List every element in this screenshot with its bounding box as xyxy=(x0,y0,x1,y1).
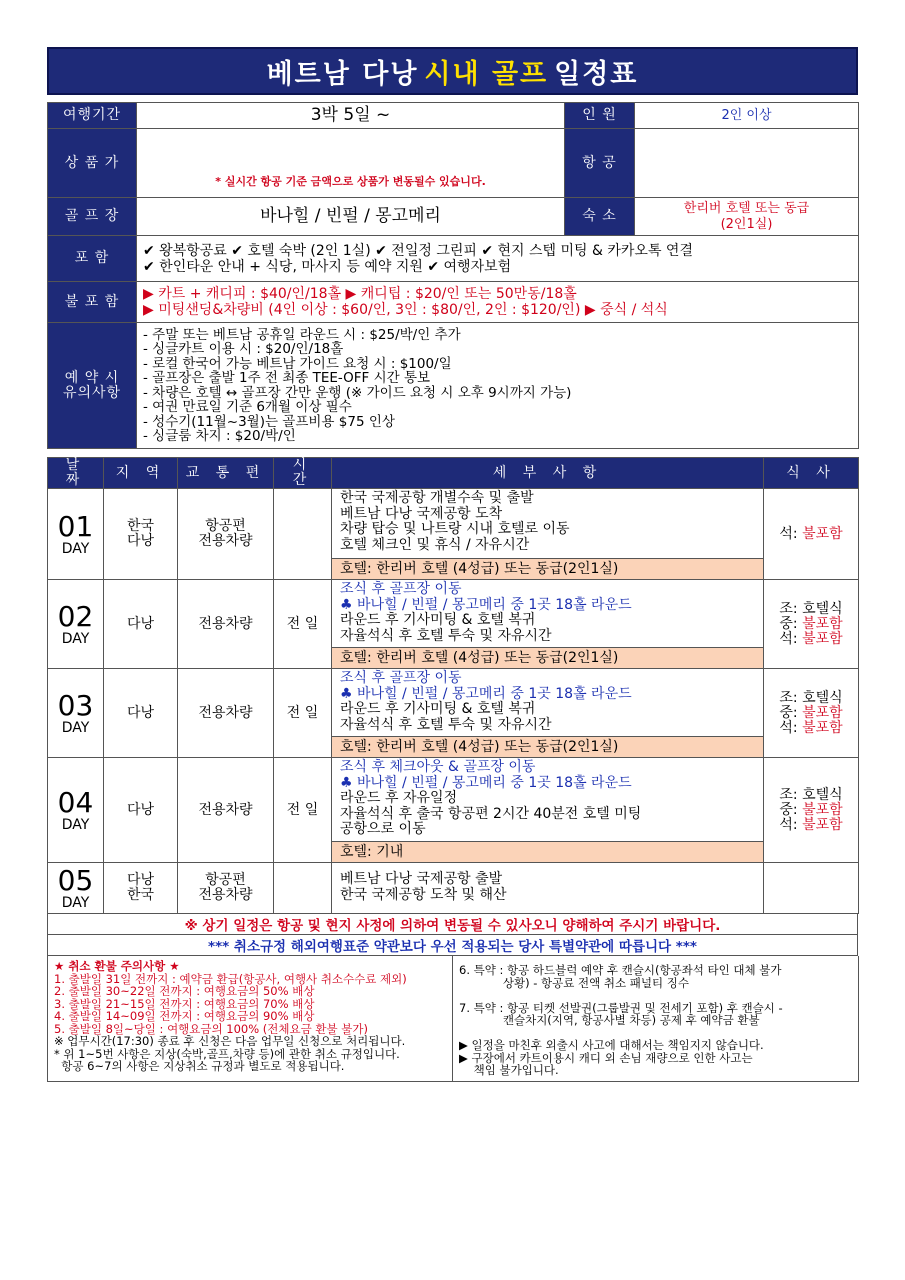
header-region: 지 역 xyxy=(104,458,178,489)
detail-line: ♣ 바나힐 / 빈펄 / 몽고메리 중 1곳 18홀 라운드 xyxy=(340,774,632,791)
day-number: 02 xyxy=(57,599,94,633)
price-note: * 실시간 항공 기준 금액으로 상품가 변동될수 있습니다. xyxy=(137,129,565,198)
meal-item xyxy=(768,527,854,542)
note-item: - 싱글룸 차지 : $20/박/인 xyxy=(143,428,296,444)
meal-cell xyxy=(764,669,859,758)
include-line-2: ✔ 한인타운 안내 + 식당, 마사지 등 예약 지원 ✔ 여행자보험 xyxy=(143,258,512,275)
header-meals: 식 사 xyxy=(764,458,859,489)
meal-value: 불포함 xyxy=(802,525,843,542)
region-cell xyxy=(104,489,178,580)
cancel-rule: 5. 출발일 8일~당일 : 여행요금의 100% (전체요금 환불 불가) xyxy=(54,1021,368,1036)
meal-value: 호텔식 xyxy=(802,689,843,706)
day-cell xyxy=(48,863,104,914)
meal-key: 조: xyxy=(779,786,803,803)
detail-line: 조식 후 골프장 이동 xyxy=(340,581,462,597)
cancel-rule: 4. 출발일 14~09일 전까지 : 여행요금의 90% 배상 xyxy=(54,1009,315,1023)
day-cell xyxy=(48,580,104,669)
meal-value: 호텔식 xyxy=(802,600,843,617)
transport-text: 전용차량 xyxy=(198,704,253,721)
meal-value: 불포함 xyxy=(802,630,843,647)
detail-lines xyxy=(332,489,763,558)
detail-lines xyxy=(332,863,763,913)
meal-key: 중: xyxy=(779,801,803,818)
region-text: 다낭 xyxy=(126,872,155,888)
cancel-rule: 3. 출발일 21~15일 전까지 : 여행요금의 70% 배상 xyxy=(54,996,315,1011)
notes-list xyxy=(137,323,859,449)
region-text: 다낭 xyxy=(126,704,155,721)
schedule-row xyxy=(48,580,859,669)
transport-text: 전용차량 xyxy=(198,887,253,903)
detail-line: 호텔 체크인 및 휴식 / 자유시간 xyxy=(340,536,530,553)
notes-label-2: 유의사항 xyxy=(62,384,122,401)
period-label: 여행기간 xyxy=(48,103,137,129)
detail-line: 자율석식 후 호텔 투숙 및 자유시간 xyxy=(340,627,552,644)
schedule-table xyxy=(47,457,859,914)
day-number: 03 xyxy=(57,688,94,722)
day-number: 01 xyxy=(57,509,94,543)
day-label: DAY xyxy=(61,816,90,833)
special-rule: 책임 불가입니다. xyxy=(459,1063,559,1077)
header-details: 세 부 사 항 xyxy=(332,458,764,489)
meal-key: 조: xyxy=(779,600,803,617)
region-cell xyxy=(104,758,178,863)
page-title xyxy=(47,47,858,95)
detail-line: 한국 국제공항 도착 및 해산 xyxy=(340,886,507,903)
schedule-row xyxy=(48,489,859,580)
detail-wrap xyxy=(332,669,763,757)
time-cell: 전 일 xyxy=(274,580,332,669)
meal-key: 석: xyxy=(779,816,803,833)
meal-key: 조: xyxy=(779,689,803,706)
air-label: 항 공 xyxy=(565,129,635,198)
transport-text: 항공편 xyxy=(205,872,246,888)
detail-line: ♣ 바나힐 / 빈펄 / 몽고메리 중 1곳 18홀 라운드 xyxy=(340,685,632,702)
detail-line: 라운드 후 기사미팅 & 호텔 복귀 xyxy=(340,701,536,717)
meal-item xyxy=(768,721,854,736)
transport-text: 항공편 xyxy=(205,518,246,534)
schedule-row xyxy=(48,669,859,758)
meal-value: 불포함 xyxy=(802,719,843,736)
air-value xyxy=(635,129,859,198)
cancel-right xyxy=(453,956,859,1081)
special-rule: ▶ 구장에서 카트이용시 캐디 외 손님 재량으로 인한 사고는 xyxy=(459,1050,753,1065)
title-suffix: 일정표 xyxy=(554,58,639,90)
detail-line: 라운드 후 자유일정 xyxy=(340,790,458,806)
detail-line: ♣ 바나힐 / 빈펄 / 몽고메리 중 1곳 18홀 라운드 xyxy=(340,596,632,613)
transport-cell xyxy=(178,489,274,580)
detail-line: 조식 후 골프장 이동 xyxy=(340,670,462,686)
meal-key: 석: xyxy=(779,719,803,736)
header-transport: 교 통 편 xyxy=(178,458,274,489)
time-cell xyxy=(274,863,332,914)
golf-label: 골 프 장 xyxy=(48,198,137,236)
period-value: 3박 5일 ~ xyxy=(137,103,565,129)
header-date: 날 짜 xyxy=(48,458,104,489)
meal-value: 불포함 xyxy=(802,816,843,833)
title-highlight: 시내 골프 xyxy=(424,58,549,90)
stay-value-note: (2인1실) xyxy=(720,216,773,232)
note-item: - 주말 또는 베트남 공휴일 라운드 시 : $25/박/인 추가 xyxy=(143,326,461,343)
transport-cell xyxy=(178,758,274,863)
meal-item xyxy=(768,788,854,803)
detail-line: 한국 국제공항 개별수속 및 출발 xyxy=(340,490,534,506)
meal-cell xyxy=(764,580,859,669)
meal-value: 불포함 xyxy=(802,704,843,721)
price-label: 상 품 가 xyxy=(48,129,137,198)
meal-value: 불포함 xyxy=(802,801,843,818)
detail-cell xyxy=(332,489,764,580)
cancel-rule: 항공 6~7의 사항은 지상취소 규정과 별도로 적용됩니다. xyxy=(54,1059,345,1073)
special-rule xyxy=(459,989,852,1002)
people-label: 인 원 xyxy=(565,103,635,129)
detail-line: 자율석식 후 호텔 투숙 및 자유시간 xyxy=(340,716,552,733)
include-line-1: ✔ 왕복항공료 ✔ 호텔 숙박 (2인 1실) ✔ 전일정 그린피 ✔ 현지 스텝 미팅 & 카카오톡 연결 xyxy=(143,242,693,259)
detail-lines xyxy=(332,758,763,841)
transport-text: 전용차량 xyxy=(198,615,253,632)
region-text: 다낭 xyxy=(126,801,155,818)
hotel-line: 호텔: 한리버 호텔 (4성급) 또는 동급(2인1실) xyxy=(332,558,763,579)
meal-item xyxy=(768,803,854,818)
special-rule: 7. 특약 : 항공 티켓 선발권(그룹발권 및 전세기 포함) 후 캔슬시 - xyxy=(459,1000,783,1015)
schedule-row xyxy=(48,758,859,863)
cancel-rule: 1. 출발일 31일 전까지 : 예약금 환급(항공사, 여행사 취소수수료 제외) xyxy=(54,971,407,986)
cancel-rule: ※ 업무시간(17:30) 종료 후 신청은 다음 업무일 신청으로 처리됩니다. xyxy=(54,1034,406,1048)
meal-key: 중: xyxy=(779,615,803,632)
detail-line: 라운드 후 기사미팅 & 호텔 복귀 xyxy=(340,612,536,628)
region-text: 다낭 xyxy=(126,533,155,549)
detail-cell xyxy=(332,863,764,914)
day-number: 04 xyxy=(57,785,94,819)
note-item: - 성수기(11월~3월)는 골프비용 $75 인상 xyxy=(143,413,395,430)
special-rule: 6. 특약 : 항공 하드블럭 예약 후 캔슬시(항공좌석 타인 대체 불가 xyxy=(459,963,782,977)
itinerary-document xyxy=(47,47,858,1082)
special-rule: ▶ 일정을 마친후 외출시 사고에 대해서는 책임지지 않습니다. xyxy=(459,1038,764,1052)
schedule-row xyxy=(48,863,859,914)
detail-wrap xyxy=(332,580,763,668)
region-cell xyxy=(104,863,178,914)
exclude-label: 불 포 함 xyxy=(48,282,137,323)
day-label: DAY xyxy=(61,719,90,736)
note-item: - 골프장은 출발 1주 전 최종 TEE-OFF 시간 통보 xyxy=(143,370,431,386)
meal-item xyxy=(768,706,854,721)
meal-item xyxy=(768,632,854,647)
meal-value: 호텔식 xyxy=(802,786,843,803)
meal-item xyxy=(768,602,854,617)
cancel-table xyxy=(47,956,859,1082)
transport-cell xyxy=(178,863,274,914)
hotel-line: 호텔: 기내 xyxy=(332,841,763,862)
meal-value: 불포함 xyxy=(802,615,843,632)
day-label: DAY xyxy=(61,894,90,911)
cancel-rule: * 위 1~5번 사항은 지상(숙박,골프,차량 등)에 관한 취소 규정입니다. xyxy=(54,1046,400,1061)
cancel-rule: 2. 출발일 30~22일 전까지 : 여행요금의 50% 배상 xyxy=(54,984,315,998)
title-prefix: 베트남 다낭 xyxy=(266,58,419,90)
day-label: DAY xyxy=(61,540,90,557)
detail-line: 베트남 다낭 국제공항 출발 xyxy=(340,871,503,887)
detail-line: 차량 탑승 및 나트랑 시내 호텔로 이동 xyxy=(340,521,570,537)
day-cell xyxy=(48,669,104,758)
meal-cell xyxy=(764,863,859,914)
note-item: - 로컬 한국어 가능 베트남 가이드 요청 시 : $100/일 xyxy=(143,355,452,372)
detail-wrap xyxy=(332,489,763,579)
detail-lines xyxy=(332,669,763,736)
info-table xyxy=(47,102,859,449)
day-label: DAY xyxy=(61,630,90,647)
detail-line: 자율석식 후 출국 항공편 2시간 40분전 호텔 미팅 xyxy=(340,805,642,822)
detail-cell xyxy=(332,669,764,758)
meal-key: 석: xyxy=(779,630,803,647)
region-text: 한국 xyxy=(126,518,155,534)
detail-wrap xyxy=(332,863,763,913)
golf-value: 바나힐 / 빈펄 / 몽고메리 xyxy=(137,198,565,236)
day-cell xyxy=(48,489,104,580)
region-cell xyxy=(104,669,178,758)
meal-cell xyxy=(764,758,859,863)
transport-cell xyxy=(178,669,274,758)
note-item: - 여권 만료일 기준 6개월 이상 필수 xyxy=(143,399,352,415)
time-cell: 전 일 xyxy=(274,669,332,758)
schedule-header xyxy=(48,458,859,489)
notes-label-1: 예 약 시 xyxy=(64,369,120,386)
note-item: - 싱글카트 이용 시 : $20/인/18홀 xyxy=(143,341,344,357)
detail-wrap xyxy=(332,758,763,862)
meal-key: 중: xyxy=(779,704,803,721)
people-value: 2인 이상 xyxy=(635,103,859,129)
region-text: 다낭 xyxy=(126,615,155,632)
hotel-line: 호텔: 한리버 호텔 (4성급) 또는 동급(2인1실) xyxy=(332,736,763,757)
transport-text: 전용차량 xyxy=(198,801,253,818)
include-label: 포 함 xyxy=(48,236,137,282)
stay-label: 숙 소 xyxy=(565,198,635,236)
meal-item xyxy=(768,617,854,632)
time-cell xyxy=(274,489,332,580)
detail-line: 조식 후 체크아웃 & 골프장 이동 xyxy=(340,759,536,775)
detail-lines xyxy=(332,580,763,647)
schedule-body xyxy=(48,489,859,914)
cancel-title: ★ 취소 환불 주의사항 ★ xyxy=(54,959,180,973)
special-rule: 캔슬차지(지역, 항공사별 차등) 공제 후 예약금 환불 xyxy=(459,1013,760,1027)
cancel-rule-notice: *** 취소규정 해외여행표준 약관보다 우선 적용되는 당사 특별약관에 따릅니다 *** xyxy=(47,935,858,956)
hotel-line: 호텔: 한리버 호텔 (4성급) 또는 동급(2인1실) xyxy=(332,647,763,668)
meal-item xyxy=(768,691,854,706)
header-time: 시 간 xyxy=(274,458,332,489)
special-rule: 상황) - 항공료 전액 취소 패널티 징수 xyxy=(459,975,689,990)
meal-cell xyxy=(764,489,859,580)
detail-cell xyxy=(332,580,764,669)
schedule-notice: ※ 상기 일정은 항공 및 현지 사정에 의하여 변동될 수 있사오니 양해하여 주시기 바랍니다. xyxy=(47,914,858,935)
exclude-line-2: ▶ 미팅샌딩&차량비 (4인 이상 : $60/인, 3인 : $80/인, 2인 : $120/인) ▶ 중식 / 석식 xyxy=(143,302,668,318)
detail-cell xyxy=(332,758,764,863)
detail-line: 공항으로 이동 xyxy=(340,821,426,837)
time-cell: 전 일 xyxy=(274,758,332,863)
transport-text: 전용차량 xyxy=(198,533,253,549)
region-text: 한국 xyxy=(126,887,155,903)
detail-line: 베트남 다낭 국제공항 도착 xyxy=(340,505,503,522)
meal-item xyxy=(768,818,854,833)
transport-cell xyxy=(178,580,274,669)
region-cell xyxy=(104,580,178,669)
stay-value: 한리버 호텔 또는 동급 xyxy=(683,200,810,216)
note-item: - 차량은 호텔 ↔ 골프장 간만 운행 (※ 가이드 요청 시 오후 9시까지 가능) xyxy=(143,384,572,401)
cancel-left xyxy=(48,956,453,1081)
meal-key: 석: xyxy=(779,525,803,542)
day-cell xyxy=(48,758,104,863)
exclude-line-1: ▶ 카트 + 캐디피 : $40/인/18홀 ▶ 캐디팁 : $20/인 또는 50만동/18홀 xyxy=(143,286,577,302)
day-number: 05 xyxy=(57,863,94,897)
